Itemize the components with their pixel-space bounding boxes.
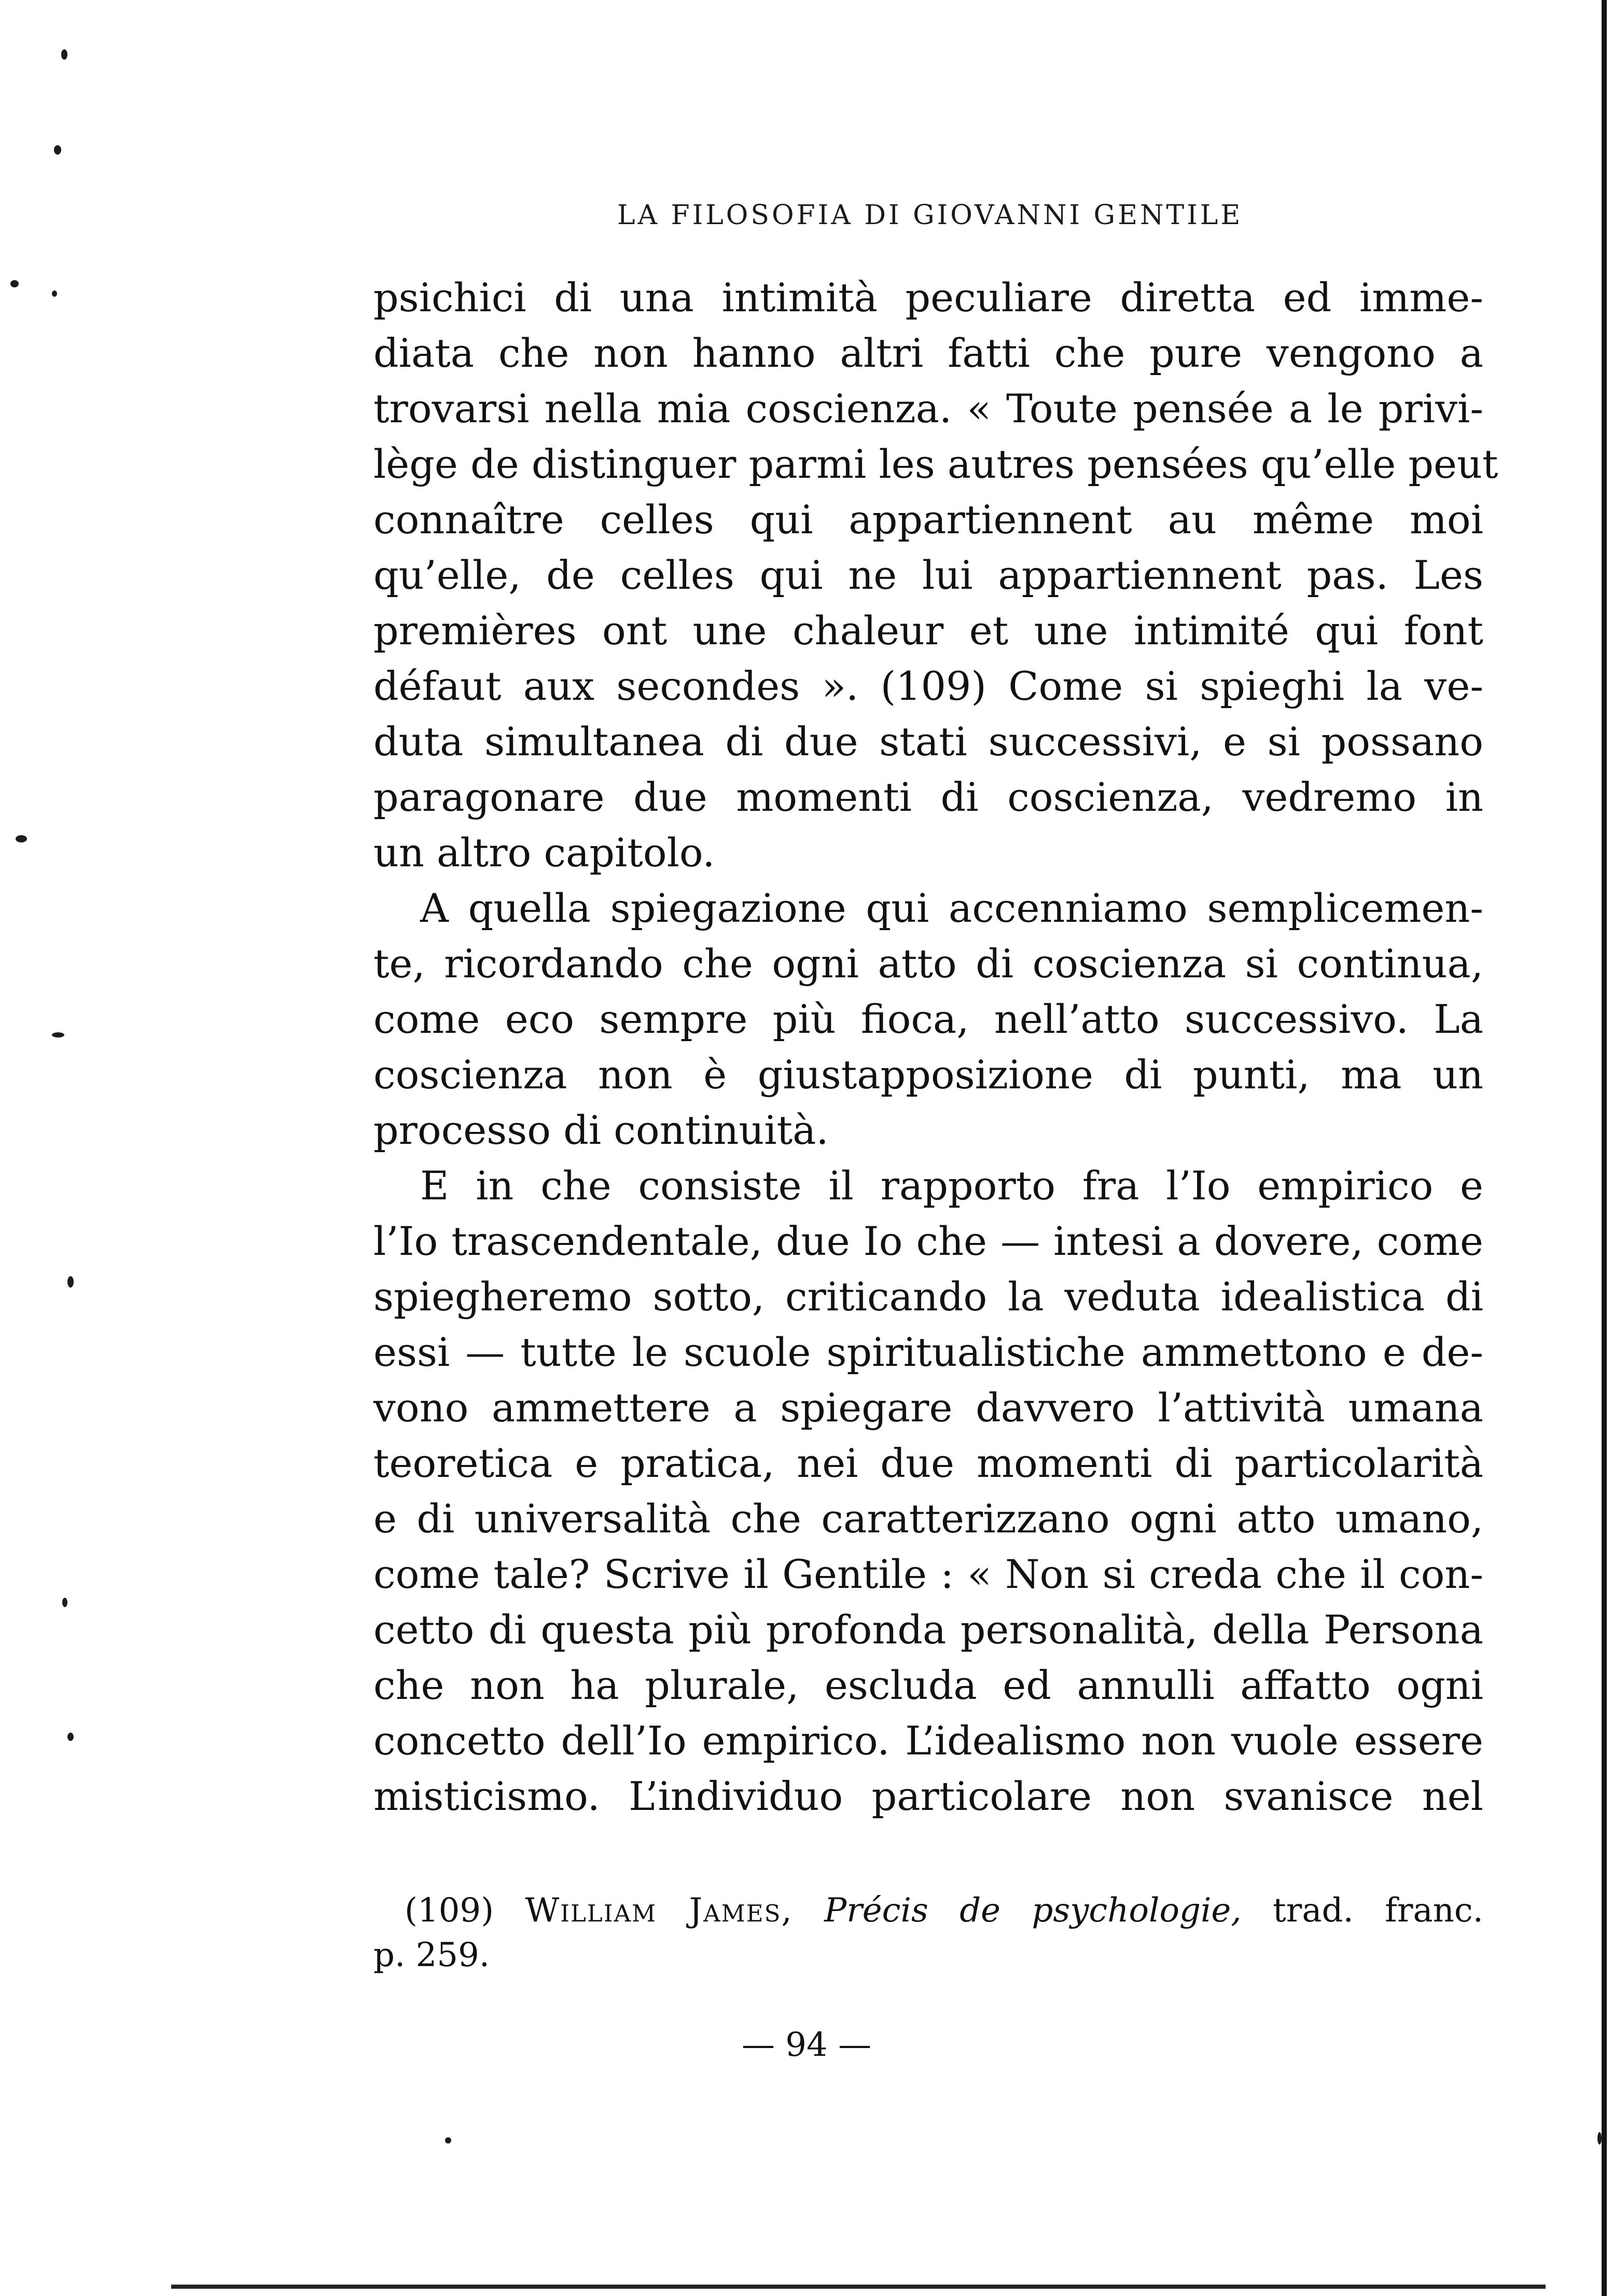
scan-speck [1597,2132,1602,2145]
text-line: A quella spiegazione qui accenniamo semplicemen- [420,885,1483,931]
scan-bottom-rule [171,2285,1546,2289]
scan-speck [16,835,27,842]
text-line: cetto di questa più profonda personalità, della Persona [373,1607,1483,1653]
text-line: défaut aux secondes ». (109) Come si spieghi la ve- [373,663,1483,709]
running-head: LA FILOSOFIA DI GIOVANNI GENTILE [617,200,1243,231]
body-text [373,270,1498,1824]
scan-speck [61,49,67,60]
footnote-number: (109) [405,1891,494,1930]
text-line: come eco sempre più fioca, nell’atto successivo. La [373,996,1483,1042]
text-line: misticismo. L’individuo particolare non svanisce nel [373,1773,1483,1819]
text-line: E in che consiste il rapporto fra l’Io empirico e [420,1163,1483,1209]
text-line: spiegheremo sotto, criticando la veduta idealistica di [373,1274,1483,1320]
text-line: un altro capitolo. [373,829,715,876]
text-line: essi — tutte le scuole spiritualistiche ammettono e de- [373,1329,1483,1375]
footnote-rest: trad. franc. [1273,1891,1484,1930]
page-number: — 94 — [741,2026,872,2064]
footnote-line [373,1888,1483,1933]
footnote-title: Précis de psychologie, [824,1891,1242,1930]
scan-speck [52,291,57,297]
footnote [373,1888,1483,1977]
text-line: te, ricordando che ogni atto di coscienza si continua, [373,940,1483,987]
scan-speck [62,1598,67,1607]
text-line: coscienza non è giustapposizione di punti, ma un [373,1052,1483,1098]
scan-speck [52,1032,64,1038]
text-line: concetto dell’Io empirico. L’idealismo non vuole essere [373,1718,1483,1764]
text-line: premières ont une chaleur et une intimité qui font [373,607,1483,654]
text-line: come tale? Scrive il Gentile : « Non si creda che il con- [373,1551,1483,1597]
text-line: connaître celles qui appartiennent au même moi [373,496,1483,543]
text-line: lège de distinguer parmi les autres pensées qu’elle peut [373,441,1498,487]
footnote-author: William James, [525,1891,793,1930]
footnote-page-ref: p. 259. [373,1936,490,1974]
scan-speck [445,2137,451,2143]
scan-speck [67,1733,74,1741]
text-line: psichici di una intimità peculiare diretta ed imme- [373,274,1483,321]
scan-speck [67,1276,74,1288]
text-line: teoretica e pratica, nei due momenti di particolarità [373,1440,1483,1486]
text-line: trovarsi nella mia coscienza. « Toute pensée a le privi- [373,385,1483,432]
text-line: l’Io trascendentale, due Io che — intesi a dovere, come [373,1218,1483,1264]
text-line: diata che non hanno altri fatti che pure vengono a [373,330,1483,376]
text-line: vono ammettere a spiegare davvero l’attività umana [373,1385,1483,1431]
text-line: processo di continuità. [373,1107,829,1153]
scan-speck [54,145,61,155]
text-line: paragonare due momenti di coscienza, vedremo in [373,774,1483,820]
text-line: e di universalità che caratterizzano ogni atto umano, [373,1496,1483,1542]
text-line: che non ha plurale, escluda ed annulli affatto ogni [373,1662,1483,1708]
text-line: duta simultanea di due stati successivi, e si possano [373,718,1483,765]
scan-speck [10,280,19,287]
text-line: qu’elle, de celles qui ne lui appartiennent pas. Les [373,552,1483,598]
scan-edge-rule [1602,0,1607,2296]
